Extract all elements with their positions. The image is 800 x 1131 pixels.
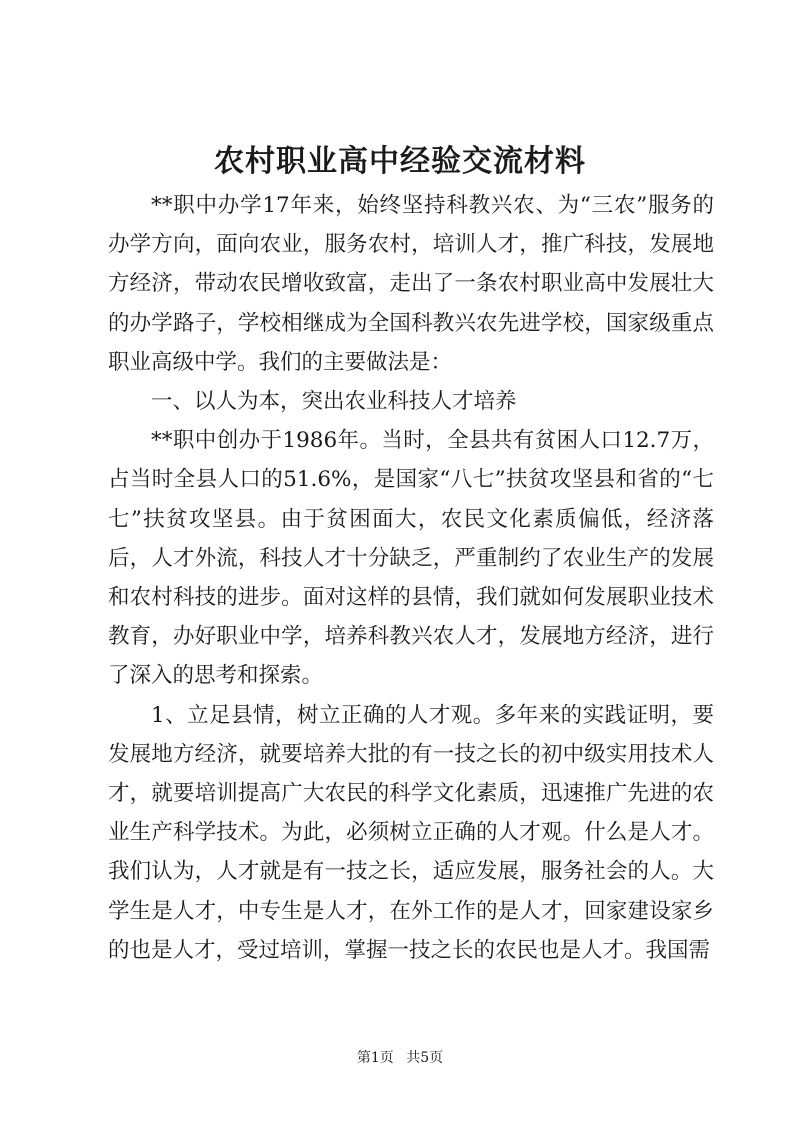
page-total: 共5页 — [406, 1050, 444, 1066]
section-heading: 一、以人为本，突出农业科技人才培养 — [151, 389, 517, 415]
document-title: 农村职业高中经验交流材料 — [214, 144, 586, 179]
paragraph-intro: **职中办学17年来，始终坚持科教兴农、为“三农”服务的办学方向，面向农业，服务农村，培训人才，推广科技，发展地方经济，带动农民增收致富，走出了一条农村职业高中发展壮大的办学路子，学校相继成为全国科教兴农先进学校，国家级重点职业高级中学。我们的主要做法是： — [108, 193, 714, 375]
page-footer — [0, 1048, 800, 1068]
paragraph-point-1: 1、立足县情，树立正确的人才观。多年来的实践证明，要发展地方经济，就要培养大批的有一技之长的初中级实用技术人才，就要培训提高广大农民的科学文化素质，迅速推广先进的农业生产科学技术。为此，必须树立正确的人才观。什么是人才。我们认为，人才就是有一技之长，适应发展，服务社会的人。大学生是人才，中专生是人才，在外工作的是人才，回家建设家乡的也是人才，受过培训，掌握一技之长的农民也是人才。我国需 — [108, 702, 714, 963]
page-number: 第1页 — [356, 1050, 394, 1066]
paragraph-background: **职中创办于1986年。当时，全县共有贫困人口12.7万，占当时全县人口的51.6%，是国家“八七”扶贫攻坚县和省的“七七”扶贫攻坚县。由于贫困面大，农民文化素质偏低，经济落后，人才外流，科技人才十分缺乏，严重制约了农业生产的发展和农村科技的进步。面对这样的县情，我们就如何发展职业技术教育，办好职业中学，培养科教兴农人才，发展地方经济，进行了深入的思考和探索。 — [108, 428, 714, 689]
document-body — [108, 186, 714, 970]
